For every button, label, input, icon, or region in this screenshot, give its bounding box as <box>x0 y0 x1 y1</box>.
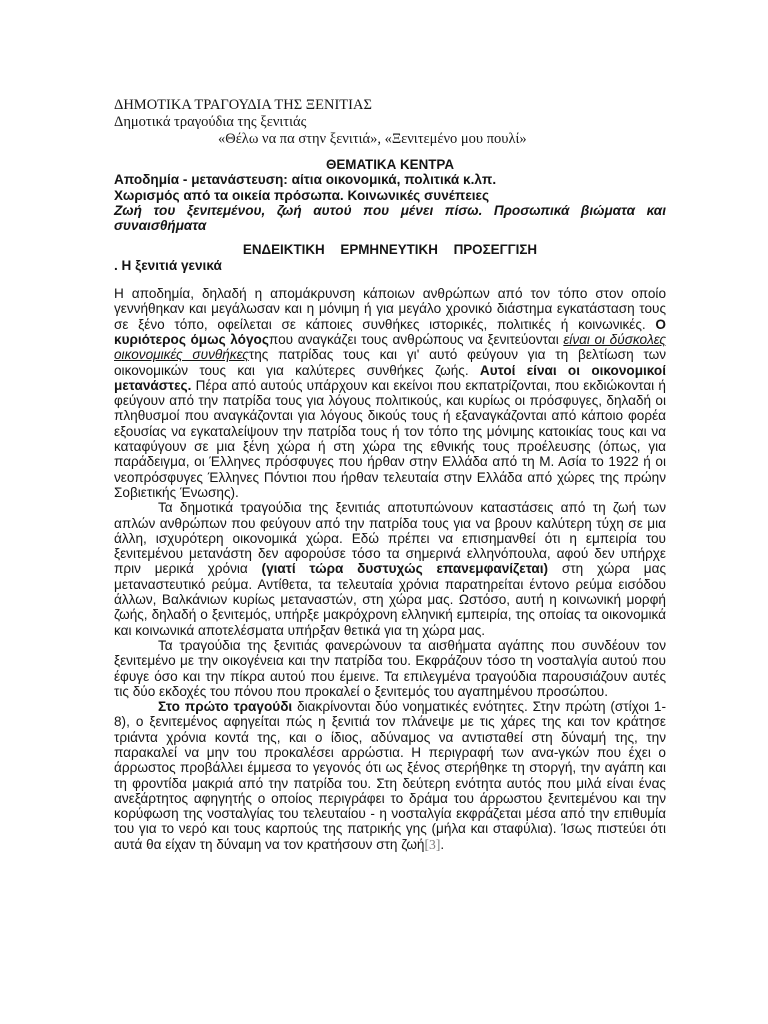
document-subtitle: Δημοτικά τραγούδια της ξενιτιάς <box>114 114 307 130</box>
paragraph-3-text: Τα τραγούδια της ξενιτιάς φανερώνουν τα αισθήματα αγάπης που συνδέουν τον ξενιτεμένο με την οικογένεια και την πατρίδα του. Εκφράζουν τόσο τη νοσταλγία αυτού που έφυγε όσο και την πίκρα αυτού που έμεινε. Τα επιλεγμένα τραγούδια παρουσιάζουν αυτές τις δύο εκδοχές του πόνου που προκαλεί ο ξενιτεμός του αγαπημένου προσώπου. <box>114 637 666 699</box>
document-page <box>114 97 666 852</box>
document-title: ΔΗΜΟΤΙΚΑ ΤΡΑΓΟΥΔΙΑ ΤΗΣ ΞΕΝΙΤΙΑΣ <box>114 97 372 113</box>
paragraph-1-text-3: της πατρίδας τους και γι' αυτό φεύγουν για τη βελτίωση των οικονομικών τους και για καλύτερες συνθήκες ζωής. <box>114 347 667 378</box>
section-heading: . Η ξενιτιά γενικά <box>114 257 222 273</box>
paragraph-1-underlined: είναι οι δύσκολες οικονομικές συνθήκες <box>114 331 667 363</box>
paragraph-4-text-2: . <box>440 836 445 852</box>
paragraph-1-bold-1: Ο κυριότερος όμως λόγος <box>114 316 666 347</box>
paragraph-2-bold: (γιατί τώρα δυστυχώς επανεμφανίζεται) <box>261 561 549 577</box>
paragraph-3 <box>114 638 666 699</box>
paragraph-2-text-2: στη χώρα μας μεταναστευτικό ρεύμα. Αντίθετα, τα τελευταία χρόνια παρατηρείται έντονο ρεύμα εισόδου άλλων, Βαλκάνιων κυρίως μεταναστών, στη χώρα μας. Ωστόσο, αυτή η κοινωνική μορφή ζωής, δηλαδή ο ξενιτεμός, υπήρξε μακρόχρονη ελληνική εμπειρία, της οποίας τα οικονομικά και κοινωνικά αποτελέσματα υπήρξαν θετικά για τη χώρα μας. <box>114 561 666 638</box>
paragraph-1 <box>114 286 666 500</box>
footnote-link[interactable]: [3] <box>424 836 441 852</box>
paragraph-4-text-1: διακρίνονται δύο νοηματικές ενότητες. Στην πρώτη (στίχοι 1-8), ο ξενιτεμένος αφηγείται πώς η ξενιτιά τον πλάνεψε με τις χάρες της και τον κράτησε τριάντα χρόνια κοντά της, και ο ίδιος, αδύναμος να αντισταθεί στη δύναμή της, την παρακαλεί να μην του προκαλέσει αρρώστια. Η περιγραφή των ανα-γκών που έχει ο άρρωστος προβάλλει έμμεσα το γεγονός ότι ως ξένος στερήθηκε τη στοργή, την αγάπη και τη φροντίδα μακριά από την πατρίδα του. Στη δεύτερη ενότητα αυτός που μιλά είναι ένας ανεξάρτητος αφηγητής ο οποίος περιγράφει το δράμα του άρρωστου ξενιτεμένου και την κορύφωση της νοσταλγίας του τελευταίου - η νοσταλγία εκφράζεται μέσα από την επιθυμία του για το νερό και τους καρπούς της πατρικής γης (μήλα και σταφύλια). Ίσως πιστεύει ότι αυτά θα είχαν τη δύναμη να τον κρατήσουν στη ζωή <box>114 699 666 852</box>
paragraph-2 <box>114 500 666 638</box>
paragraph-1-text-1: Η αποδημία, δηλαδή η απομάκρυνση κάποιων ανθρώπων από τον τόπο στον οποίο γεννήθηκαν και μεγάλωσαν και η μόνιμη ή για μεγάλο χρονικό διάστημα εγκατάσταση τους σε ξένο τόπο, οφείλεται σε κάποιες συνθήκες ιστορικές, πολιτικές ή κοινωνικές. <box>114 286 666 332</box>
paragraph-1-text-2: που αναγκάζει τους ανθρώπους να ξενιτεύονται <box>268 331 564 347</box>
paragraph-1-bold-2: Αυτοί είναι οι οικονομικοί μετανάστες. <box>114 362 666 393</box>
paragraph-1-text-4: Πέρα από αυτούς υπάρχουν και εκείνοι που εκπατρίζονται, που εκδιώκονται ή φεύγουν από την πατρίδα τους για λόγους πολιτικούς, και κυρίως οι πρόσφυγες, δηλαδή οι πληθυσμοί που αναγκάζονται για λόγους δικούς τους ή εξαναγκάζονται από κάποιο φορέα εξουσίας να εγκαταλείψουν την πατρίδα τους ή τον τόπο της μόνιμης κατοικίας τους και να καταφύγουν σε μια ξένη χώρα ή στη χώρα της εθνικής τους προέλευσης (όπως, για παράδειγμα, οι Έλληνες πρόσφυγες που ήρθαν στην Ελλάδα από τη Μ. Ασία το 1922 ή οι νεοπρόσφυγες Έλληνες Πόντιοι που ήρθαν τελευταία στην Ελλάδα από χώρες της πρώην Σοβιετικής Ένωσης). <box>114 377 666 500</box>
paragraph-4 <box>114 699 666 852</box>
theme-line-1: Αποδημία - μετανάστευση: αίτια οικονομικά, πολιτικά κ.λπ. <box>114 172 497 188</box>
theme-line-3: Ζωή του ξενιτεμένου, ζωή αυτού που μένει πίσω. Προσωπικά βιώματα και συναισθήματα <box>114 202 666 234</box>
themes-heading: ΘΕΜΑΤΙΚΑ ΚΕΝΤΡΑ <box>325 157 455 172</box>
theme-line-2: Χωρισμός από τα οικεία πρόσωπα. Κοινωνικές συνέπειες <box>114 187 490 203</box>
paragraph-4-bold: Στο πρώτο τραγούδι <box>158 699 293 715</box>
songs-line: «Θέλω να πα στην ξενιτιά», «Ξενιτεμένο μου πουλί» <box>218 131 527 147</box>
approach-heading: ΕΝΔΕΙΚΤΙΚΗ ΕΡΜΗΝΕΥΤΙΚΗ ΠΡΟΣΕΓΓΙΣΗ <box>242 242 538 258</box>
paragraph-2-text-1: Τα δημοτικά τραγούδια της ξενιτιάς αποτυπώνουν καταστάσεις από τη ζωή των απλών ανθρώπων που φεύγουν από την πατρίδα τους για να βρουν καλύτερη τύχη σε μια άλλη, ισχυρότερη οικονομικά χώρα. Εδώ πρέπει να επισημανθεί ότι η εμπειρία του ξενιτεμένου μετανάστη δεν αφορούσε τόσο τα σημερινά ελληνόπουλα, αφού δεν υπήρχε πριν μερικά χρόνια <box>114 500 666 577</box>
